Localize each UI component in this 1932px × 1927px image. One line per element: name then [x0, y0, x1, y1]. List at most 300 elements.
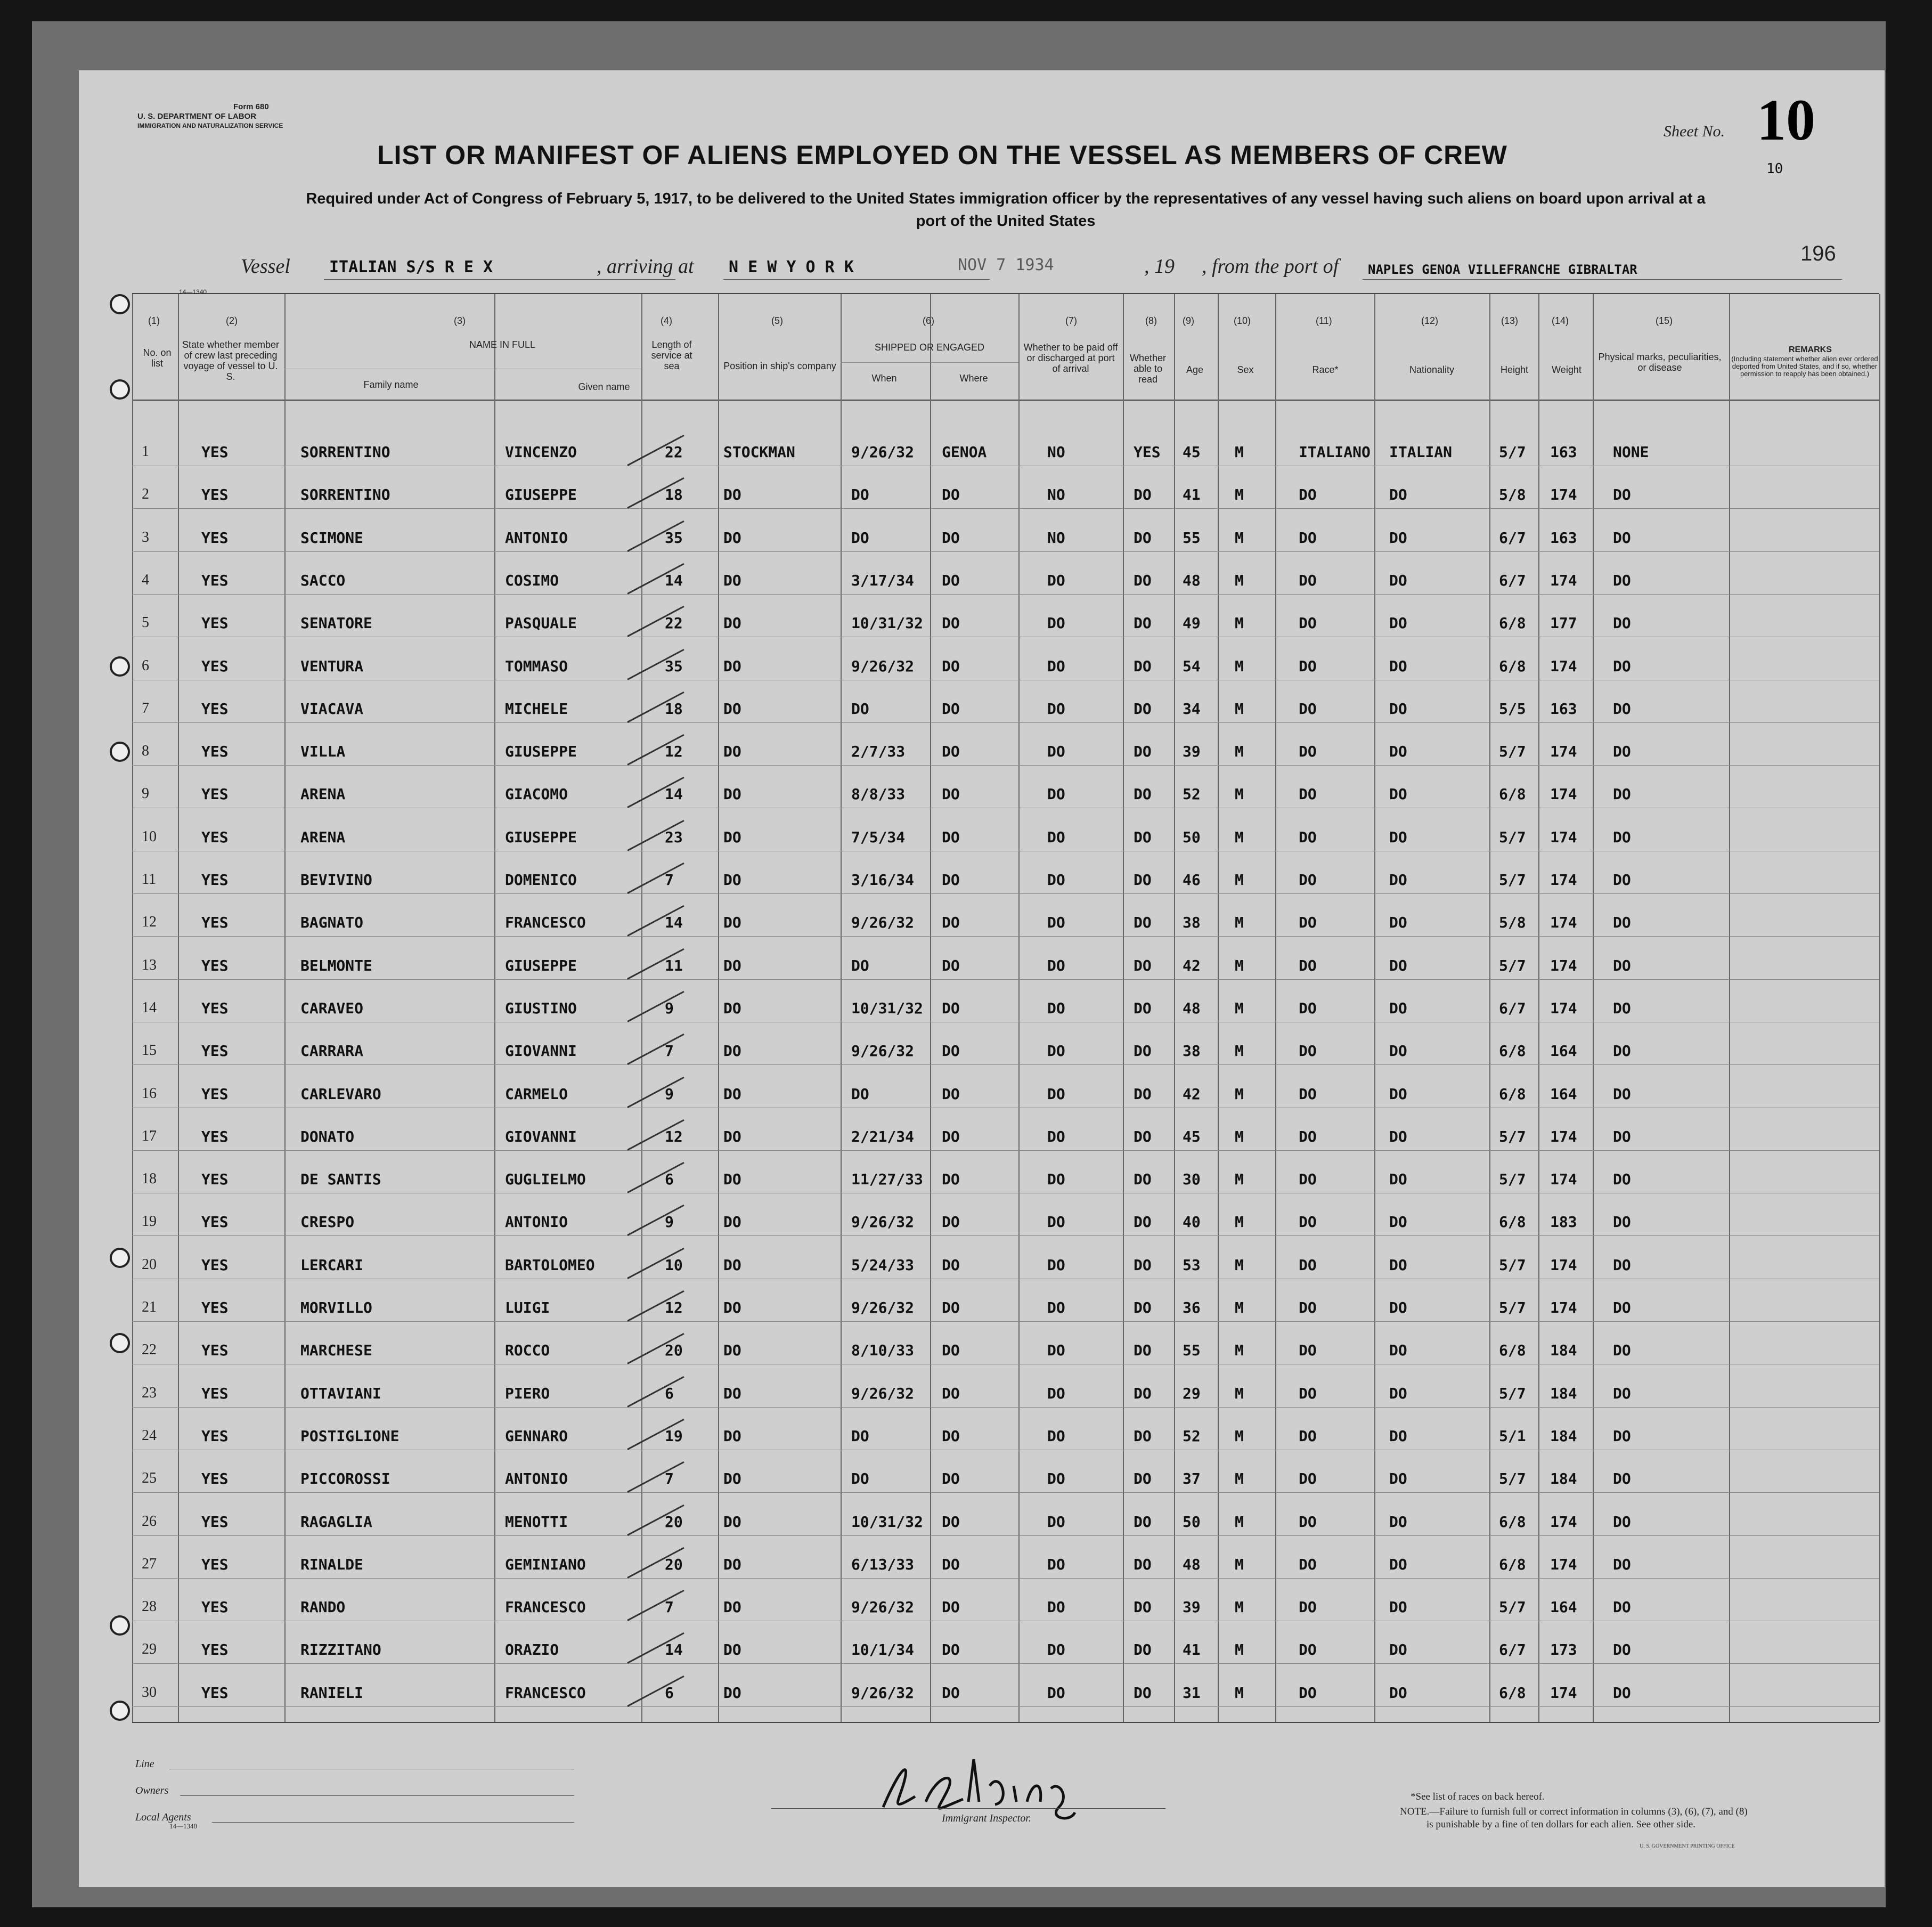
height: 6/8 [1499, 1555, 1526, 1573]
height: 6/8 [1499, 1684, 1526, 1702]
physical-marks: DO [1613, 486, 1631, 504]
shipped-where: DO [942, 1641, 960, 1659]
shipped-where: DO [942, 1684, 960, 1702]
paid-off: DO [1047, 1256, 1065, 1274]
physical-marks: DO [1613, 1555, 1631, 1573]
binder-hole [110, 1248, 130, 1268]
from-underline [1363, 279, 1842, 280]
row-number: 8 [142, 743, 149, 760]
position: DO [723, 528, 741, 547]
agents-code: 14—1340 [169, 1822, 197, 1830]
given-name: FRANCESCO [505, 1598, 586, 1616]
weight: 174 [1550, 871, 1577, 889]
col9-label: Age [1186, 364, 1204, 375]
service-length: 6 [665, 1684, 674, 1702]
height: 5/7 [1499, 1470, 1526, 1488]
shipped-when: 9/26/32 [851, 914, 915, 932]
nationality: DO [1389, 1555, 1407, 1573]
shipped-when: 8/8/33 [851, 785, 906, 803]
height: 6/8 [1499, 1085, 1526, 1103]
col3-number: (3) [454, 315, 466, 326]
prior-voyage: YES [201, 571, 229, 589]
prior-voyage: YES [201, 443, 229, 461]
sex: M [1235, 1170, 1244, 1189]
col13-number: (13) [1501, 315, 1519, 326]
race: DO [1299, 956, 1317, 974]
position: DO [723, 1598, 741, 1616]
shipped-when: 2/21/34 [851, 1127, 915, 1145]
age: 41 [1183, 486, 1201, 504]
paid-off: NO [1047, 486, 1065, 504]
height: 5/1 [1499, 1427, 1526, 1445]
row-rule [132, 1663, 1879, 1664]
service-length: 35 [665, 657, 683, 675]
agents-underline [212, 1822, 574, 1823]
family-name: MARCHESE [300, 1341, 372, 1360]
physical-marks: DO [1613, 1470, 1631, 1488]
service-length: 12 [665, 1127, 683, 1145]
physical-marks: DO [1613, 871, 1631, 889]
check-mark [627, 1590, 684, 1621]
given-name: BARTOLOMEO [505, 1256, 595, 1274]
physical-marks: DO [1613, 914, 1631, 932]
col7-number: (7) [1065, 315, 1077, 326]
nationality: DO [1389, 871, 1407, 889]
shipped-when: 9/26/32 [851, 1598, 915, 1616]
able-to-read: DO [1134, 956, 1152, 974]
prior-voyage: YES [201, 1427, 229, 1445]
sex: M [1235, 1384, 1244, 1402]
sheet-label: Sheet No. [1664, 123, 1725, 140]
manifest-page [79, 70, 1885, 1887]
shipped-when: DO [851, 1085, 869, 1103]
department-label: U. S. DEPARTMENT OF LABOR [137, 112, 257, 121]
service-length: 7 [665, 1598, 674, 1616]
row-number: 28 [142, 1598, 157, 1615]
height: 6/8 [1499, 1341, 1526, 1360]
paid-off: DO [1047, 1042, 1065, 1060]
row-number: 23 [142, 1384, 157, 1401]
physical-marks: DO [1613, 1384, 1631, 1402]
row-number: 21 [142, 1299, 157, 1315]
position: DO [723, 1042, 741, 1060]
service-length: 9 [665, 1085, 674, 1103]
vessel-value: ITALIAN S/S R E X [329, 258, 493, 277]
physical-marks: DO [1613, 1213, 1631, 1231]
shipped-where: DO [942, 571, 960, 589]
paid-off: DO [1047, 1470, 1065, 1488]
table-top-border [132, 293, 1879, 294]
row-rule [132, 551, 1879, 552]
able-to-read: DO [1134, 1384, 1152, 1402]
sex: M [1235, 1341, 1244, 1360]
row-number: 9 [142, 785, 149, 802]
nationality: DO [1389, 614, 1407, 632]
sex: M [1235, 700, 1244, 718]
nationality: DO [1389, 700, 1407, 718]
nationality: DO [1389, 571, 1407, 589]
position: DO [723, 614, 741, 632]
nationality: DO [1389, 1042, 1407, 1060]
family-name: CARLEVARO [300, 1085, 381, 1103]
nationality: DO [1389, 1299, 1407, 1316]
height: 5/7 [1499, 1127, 1526, 1145]
row-number: 24 [142, 1427, 157, 1444]
race: DO [1299, 1641, 1317, 1659]
height: 6/7 [1499, 528, 1526, 547]
shipped-when: 9/26/32 [851, 443, 915, 461]
row-number: 27 [142, 1555, 157, 1572]
height: 5/7 [1499, 871, 1526, 889]
able-to-read: YES [1134, 443, 1161, 461]
sex: M [1235, 1598, 1244, 1616]
family-name: POSTIGLIONE [300, 1427, 400, 1445]
weight: 163 [1550, 700, 1577, 718]
able-to-read: DO [1134, 1299, 1152, 1316]
position: DO [723, 914, 741, 932]
service-length: 7 [665, 1470, 674, 1488]
prior-voyage: YES [201, 785, 229, 803]
age: 41 [1183, 1641, 1201, 1659]
shipped-when: DO [851, 700, 869, 718]
note-line-1: NOTE.—Failure to furnish full or correct information in columns (3), (6), (7), and (8) [1400, 1806, 1748, 1817]
col2-number: (2) [226, 315, 238, 326]
remarks-label: REMARKS [1789, 345, 1832, 354]
arriving-label: , arriving at [597, 255, 694, 278]
family-name: BEVIVINO [300, 871, 372, 889]
col8-label: Whether able to read [1129, 353, 1167, 385]
form-label: Form 680 [233, 102, 269, 111]
age: 54 [1183, 657, 1201, 675]
able-to-read: DO [1134, 486, 1152, 504]
from-label: , from the port of [1202, 255, 1339, 278]
given-name: MICHELE [505, 700, 568, 718]
race: DO [1299, 614, 1317, 632]
sex: M [1235, 1042, 1244, 1060]
prior-voyage: YES [201, 1684, 229, 1702]
shipped-where: DO [942, 700, 960, 718]
sex: M [1235, 1427, 1244, 1445]
row-rule [132, 1064, 1879, 1065]
family-name: SORRENTINO [300, 486, 390, 504]
physical-marks: DO [1613, 1085, 1631, 1103]
from-value: NAPLES GENOA VILLEFRANCHE GIBRALTAR [1368, 262, 1637, 277]
race: DO [1299, 1513, 1317, 1531]
sex: M [1235, 1256, 1244, 1274]
service-length: 7 [665, 1042, 674, 1060]
weight: 174 [1550, 743, 1577, 761]
shipped-where: DO [942, 1213, 960, 1231]
height: 5/8 [1499, 914, 1526, 932]
prior-voyage: YES [201, 1470, 229, 1488]
weight: 163 [1550, 528, 1577, 547]
prior-voyage: YES [201, 1299, 229, 1316]
position: DO [723, 785, 741, 803]
shipped-when: 2/7/33 [851, 743, 906, 761]
col15-label: Physical marks, peculiarities, or disease [1598, 352, 1722, 373]
physical-marks: DO [1613, 614, 1631, 632]
footer-top-border [132, 1722, 1879, 1723]
sheet-number: 10 [1757, 87, 1815, 152]
col7-label: Whether to be paid off or discharged at port of arrival [1023, 342, 1118, 374]
shipped-when: 10/31/32 [851, 999, 923, 1017]
nationality: DO [1389, 1127, 1407, 1145]
shipped-where: DO [942, 1127, 960, 1145]
nationality: DO [1389, 1470, 1407, 1488]
sex: M [1235, 571, 1244, 589]
printing-office: U. S. GOVERNMENT PRINTING OFFICE [1640, 1843, 1735, 1849]
shipped-when: 9/26/32 [851, 1684, 915, 1702]
paid-off: DO [1047, 743, 1065, 761]
row-number: 10 [142, 828, 157, 845]
physical-marks: DO [1613, 528, 1631, 547]
shipped-where: DO [942, 1598, 960, 1616]
paid-off: DO [1047, 999, 1065, 1017]
race: DO [1299, 1042, 1317, 1060]
row-number: 3 [142, 528, 149, 546]
given-name: COSIMO [505, 571, 559, 589]
nationality: DO [1389, 657, 1407, 675]
owners-label: Owners [135, 1785, 169, 1796]
race: DO [1299, 1085, 1317, 1103]
subtitle-line-1: Required under Act of Congress of February 5, 1917, to be delivered to the United States immigration officer by the representatives of any vessel having such aliens on board upon arrival at a [306, 190, 1706, 207]
height: 5/7 [1499, 1170, 1526, 1189]
row-rule [132, 936, 1879, 937]
row-rule [132, 979, 1879, 980]
date-stamp: NOV 7 1934 [958, 256, 1054, 274]
family-name: SORRENTINO [300, 443, 390, 461]
shipped-when: 5/24/33 [851, 1256, 915, 1274]
age: 40 [1183, 1213, 1201, 1231]
family-name: RIZZITANO [300, 1641, 381, 1659]
height: 6/7 [1499, 999, 1526, 1017]
sex: M [1235, 614, 1244, 632]
race: DO [1299, 914, 1317, 932]
position: DO [723, 1085, 741, 1103]
shipped-when: DO [851, 528, 869, 547]
col8-number: (8) [1145, 315, 1157, 326]
weight: 174 [1550, 1555, 1577, 1573]
paid-off: DO [1047, 1598, 1065, 1616]
weight: 163 [1550, 443, 1577, 461]
col12-label: Nationality [1409, 364, 1455, 375]
row-number: 17 [142, 1127, 157, 1144]
position: DO [723, 1170, 741, 1189]
race: DO [1299, 999, 1317, 1017]
nationality: DO [1389, 1641, 1407, 1659]
shipped-where: DO [942, 828, 960, 846]
race: DO [1299, 743, 1317, 761]
line-label: Line [135, 1758, 154, 1770]
age: 50 [1183, 1513, 1201, 1531]
row-rule [132, 1321, 1879, 1322]
binder-hole [110, 1333, 130, 1353]
height: 5/8 [1499, 486, 1526, 504]
race: DO [1299, 657, 1317, 675]
race: DO [1299, 1384, 1317, 1402]
races-note: *See list of races on back hereof. [1411, 1791, 1545, 1802]
physical-marks: DO [1613, 1127, 1631, 1145]
row-number: 11 [142, 871, 156, 888]
shipped-where: DO [942, 486, 960, 504]
col11-number: (11) [1316, 315, 1332, 326]
age: 34 [1183, 700, 1201, 718]
age: 52 [1183, 1427, 1201, 1445]
weight: 174 [1550, 914, 1577, 932]
able-to-read: DO [1134, 1470, 1152, 1488]
row-number: 25 [142, 1470, 157, 1487]
position: DO [723, 486, 741, 504]
age: 45 [1183, 1127, 1201, 1145]
position: DO [723, 999, 741, 1017]
binder-hole [110, 742, 130, 762]
nationality: DO [1389, 1085, 1407, 1103]
row-rule [132, 722, 1879, 723]
shipped-where: DO [942, 657, 960, 675]
col12-number: (12) [1421, 315, 1439, 326]
service-length: 35 [665, 528, 683, 547]
arriving-underline [723, 279, 990, 280]
given-name: GUGLIELMO [505, 1170, 586, 1189]
family-name: BELMONTE [300, 956, 372, 974]
position: DO [723, 1384, 741, 1402]
position: DO [723, 956, 741, 974]
prior-voyage: YES [201, 614, 229, 632]
height: 5/5 [1499, 700, 1526, 718]
race: DO [1299, 828, 1317, 846]
col5-number: (5) [771, 315, 783, 326]
service-length: 10 [665, 1256, 683, 1274]
able-to-read: DO [1134, 1427, 1152, 1445]
row-rule [132, 1535, 1879, 1536]
shipped-when: DO [851, 1470, 869, 1488]
paid-off: DO [1047, 1341, 1065, 1360]
height: 5/7 [1499, 1384, 1526, 1402]
prior-voyage: YES [201, 700, 229, 718]
nationality: DO [1389, 743, 1407, 761]
able-to-read: DO [1134, 1341, 1152, 1360]
col15-number: (15) [1656, 315, 1673, 326]
nationality: DO [1389, 956, 1407, 974]
prior-voyage: YES [201, 1127, 229, 1145]
prior-voyage: YES [201, 1384, 229, 1402]
paid-off: DO [1047, 1427, 1065, 1445]
row-rule [132, 508, 1879, 509]
age: 55 [1183, 528, 1201, 547]
family-name: RANIELI [300, 1684, 364, 1702]
age: 42 [1183, 1085, 1201, 1103]
able-to-read: DO [1134, 1085, 1152, 1103]
service-length: 18 [665, 486, 683, 504]
position: DO [723, 1127, 741, 1145]
age: 48 [1183, 999, 1201, 1017]
shipped-when: DO [851, 956, 869, 974]
able-to-read: DO [1134, 1170, 1152, 1189]
age: 45 [1183, 443, 1201, 461]
row-rule [132, 1578, 1879, 1579]
position: DO [723, 1427, 741, 1445]
weight: 184 [1550, 1341, 1577, 1360]
age: 42 [1183, 956, 1201, 974]
col5-label: Position in ship's company [723, 361, 836, 371]
age: 31 [1183, 1684, 1201, 1702]
service-length: 22 [665, 614, 683, 632]
row-number: 30 [142, 1684, 157, 1701]
shipped-where: DO [942, 1470, 960, 1488]
service-length: 18 [665, 700, 683, 718]
shipped-when: 10/1/34 [851, 1641, 915, 1659]
race: ITALIANO [1299, 443, 1371, 461]
manifest-title: LIST OR MANIFEST OF ALIENS EMPLOYED ON THE VESSEL AS MEMBERS OF CREW [377, 140, 1507, 170]
weight: 174 [1550, 1127, 1577, 1145]
owners-underline [180, 1795, 574, 1796]
vessel-underline [324, 279, 675, 280]
age: 48 [1183, 571, 1201, 589]
row-rule [132, 1492, 1879, 1493]
sex: M [1235, 828, 1244, 846]
given-name: LUIGI [505, 1299, 550, 1316]
subtitle-line-2: port of the United States [916, 213, 1096, 230]
race: DO [1299, 528, 1317, 547]
weight: 184 [1550, 1470, 1577, 1488]
col1-number: (1) [148, 315, 160, 326]
check-mark [627, 863, 684, 894]
age: 49 [1183, 614, 1201, 632]
given-name: GIUSEPPE [505, 828, 577, 846]
shipped-where: DO [942, 785, 960, 803]
race: DO [1299, 1598, 1317, 1616]
prior-voyage: YES [201, 999, 229, 1017]
able-to-read: DO [1134, 743, 1152, 761]
family-name: RAGAGLIA [300, 1513, 372, 1531]
row-rule [132, 765, 1879, 766]
shipped-where: DO [942, 999, 960, 1017]
nationality: DO [1389, 1384, 1407, 1402]
given-name: ANTONIO [505, 528, 568, 547]
shipped-when: 9/26/32 [851, 1213, 915, 1231]
col14-label: Weight [1552, 364, 1582, 375]
row-number: 4 [142, 571, 149, 588]
vessel-label: Vessel [241, 255, 290, 278]
physical-marks: DO [1613, 571, 1631, 589]
able-to-read: DO [1134, 1513, 1152, 1531]
position: DO [723, 871, 741, 889]
service-length: 9 [665, 1213, 674, 1231]
service-length: 6 [665, 1384, 674, 1402]
height: 6/8 [1499, 785, 1526, 803]
able-to-read: DO [1134, 1213, 1152, 1231]
paid-off: DO [1047, 700, 1065, 718]
shipped-when: DO [851, 1427, 869, 1445]
nationality: DO [1389, 1256, 1407, 1274]
col6-number: (6) [923, 315, 934, 326]
physical-marks: DO [1613, 999, 1631, 1017]
given-name: MENOTTI [505, 1513, 568, 1531]
height: 6/8 [1499, 1042, 1526, 1060]
paid-off: DO [1047, 1127, 1065, 1145]
prior-voyage: YES [201, 956, 229, 974]
given-name: GIACOMO [505, 785, 568, 803]
shipped-where: DO [942, 743, 960, 761]
nationality: DO [1389, 1213, 1407, 1231]
position: DO [723, 657, 741, 675]
row-number: 20 [142, 1256, 157, 1273]
sex: M [1235, 956, 1244, 974]
race: DO [1299, 1213, 1317, 1231]
height: 6/8 [1499, 614, 1526, 632]
weight: 164 [1550, 1598, 1577, 1616]
shipped-where: DO [942, 1170, 960, 1189]
